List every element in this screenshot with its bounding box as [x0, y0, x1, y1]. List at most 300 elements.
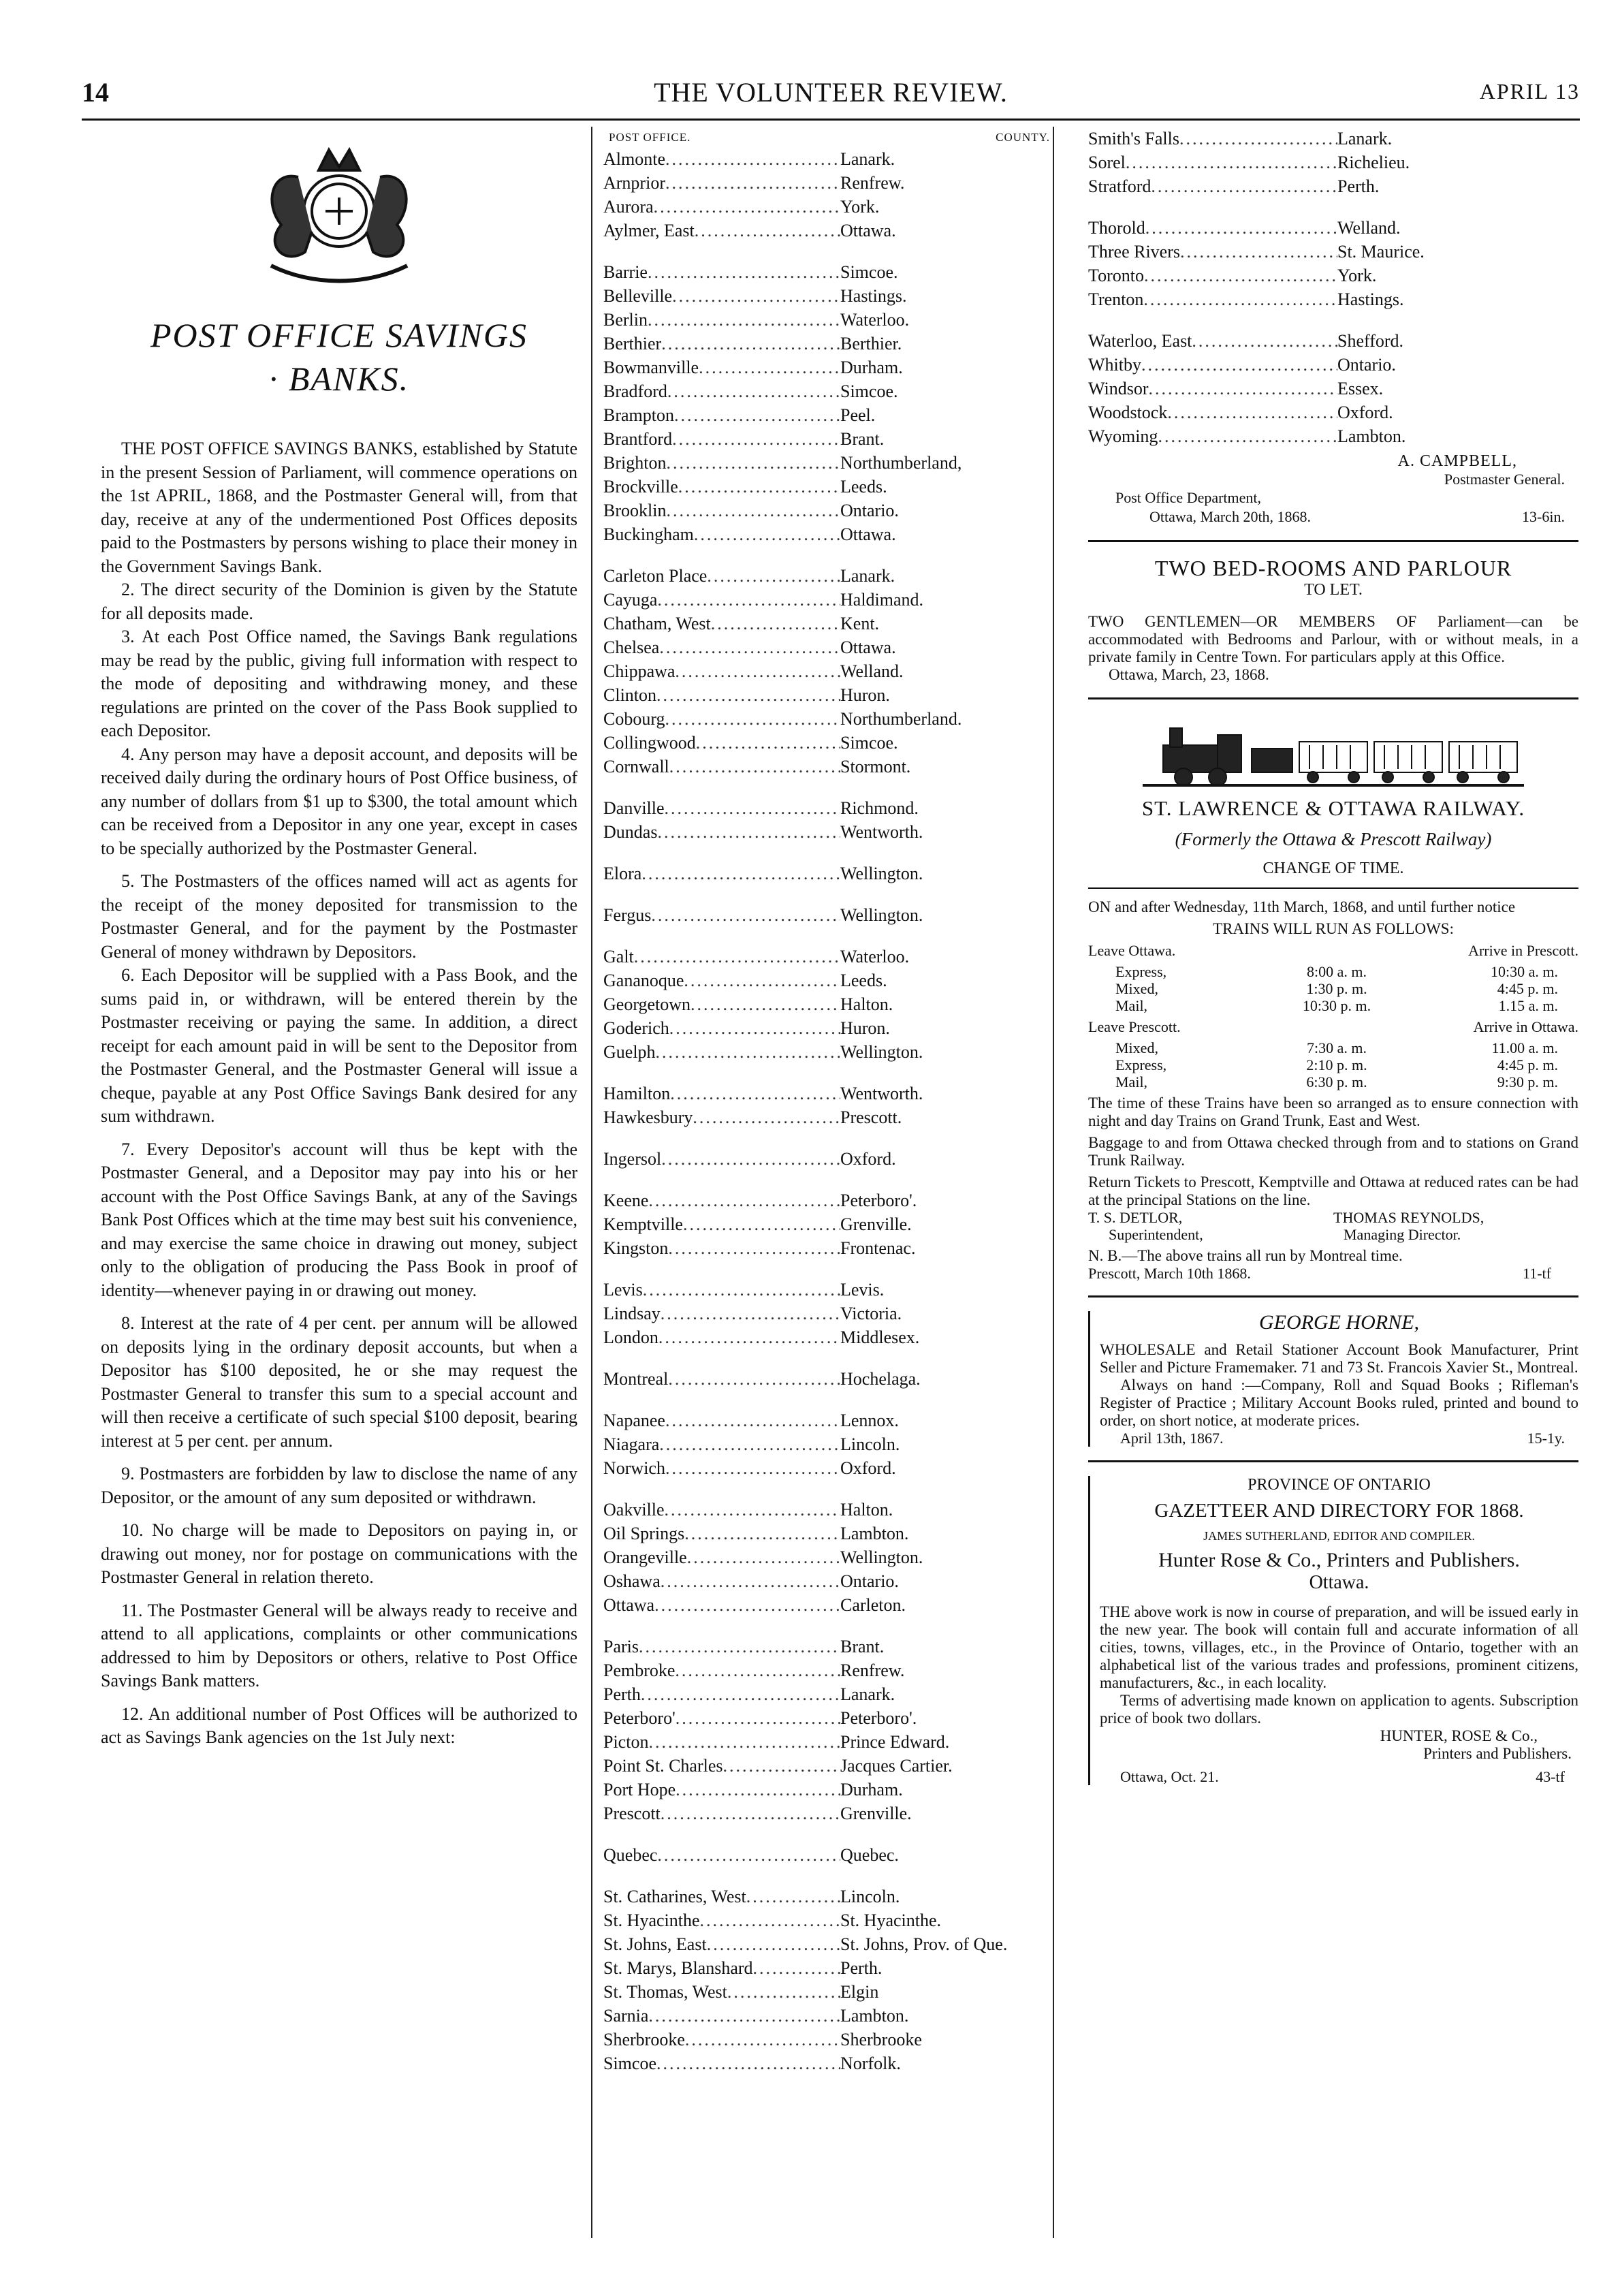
- gazetteer-editor: JAMES SUTHERLAND, EDITOR AND COMPILER.: [1203, 1529, 1475, 1543]
- column-post-office-list: [591, 127, 1054, 2238]
- county-name: Lambton.: [840, 2006, 909, 2026]
- group-gap: [603, 546, 1053, 564]
- county-name: Northumberland,: [840, 453, 962, 473]
- group-gap: [603, 885, 1053, 903]
- post-office-row: [603, 1040, 1053, 1064]
- group-gap: [603, 1349, 1053, 1367]
- county-name: Lambton.: [1337, 426, 1406, 446]
- county-name: Hastings.: [840, 286, 907, 306]
- post-office-name: Keene .....: [603, 1189, 840, 1212]
- post-office-row: [603, 2028, 1053, 2051]
- post-office-row: [603, 1367, 1053, 1391]
- county-name: Wellington.: [840, 1547, 923, 1567]
- arrive-time: 4:45 p. m.: [1497, 1056, 1559, 1073]
- post-office-row: [603, 1885, 1053, 1908]
- post-office-row: [603, 1778, 1053, 1802]
- post-office-name: Port Hope .....: [603, 1778, 840, 1802]
- post-office-row: [1088, 329, 1578, 353]
- post-office-row: [603, 1325, 1053, 1349]
- post-office-name: St. Hyacinthe .....: [603, 1908, 840, 1932]
- depart-time: 6:30 p. m.: [1306, 1073, 1367, 1090]
- group-gap: [603, 779, 1053, 796]
- group-gap: [603, 1867, 1053, 1885]
- post-office-name: Arnprior .....: [603, 171, 840, 195]
- post-office-name: Sherbrooke .....: [603, 2028, 840, 2051]
- railway-signatures: T. S. DETLOR, THOMAS REYNOLDS,: [1088, 1209, 1484, 1226]
- county-name: Ontario.: [840, 1571, 899, 1591]
- post-office-row: [603, 612, 1053, 635]
- post-office-row: [603, 1189, 1053, 1212]
- ad-rooms-body: TWO GENTLEMEN—OR MEMBERS OF Parliament—can be accommodated with Bedrooms and Parlour, with or without meals, in a private family in Centre Town. For particulars apply at this Office.: [1088, 613, 1578, 665]
- post-office-name: Barrie .....: [603, 260, 840, 284]
- post-office-name: Paris .....: [603, 1635, 840, 1658]
- county-name: Lanark.: [840, 566, 895, 586]
- arrive-time: 11.00 a. m.: [1491, 1039, 1559, 1056]
- county-name: Perth.: [1337, 176, 1380, 196]
- post-office-row: [603, 1932, 1053, 1956]
- post-office-row: [603, 147, 1053, 171]
- group-gap: [603, 1260, 1053, 1278]
- post-office-name: Thorold .....: [1088, 216, 1337, 240]
- county-name: Perth.: [840, 1958, 883, 1978]
- post-office-row: [603, 2004, 1053, 2028]
- arrive-time: 1.15 a. m.: [1498, 997, 1559, 1014]
- signature-title: Postmaster General.: [1444, 471, 1565, 488]
- post-office-row: [603, 731, 1053, 755]
- railway-date-line: Prescott, March 10th 1868. 11-tf: [1088, 1265, 1551, 1282]
- post-office-row: [603, 1432, 1053, 1456]
- post-office-name: Galt .....: [603, 945, 840, 969]
- county-name: Wellington.: [840, 1042, 923, 1062]
- group-gap: [603, 1617, 1053, 1635]
- post-office-row: [603, 1682, 1053, 1706]
- post-office-name: Brighton .....: [603, 451, 840, 475]
- county-name: Waterloo.: [840, 310, 910, 330]
- post-office-row: [603, 403, 1053, 427]
- post-office-row: [603, 1908, 1053, 1932]
- post-office-row: [603, 451, 1053, 475]
- county-name: Welland.: [1337, 218, 1401, 238]
- post-office-row: [603, 1082, 1053, 1105]
- post-office-row: [1088, 216, 1578, 240]
- paragraph-7: 7. Every Depositor's account will thus be kept with the Postmaster General, and a Depositor may pay into his or her account with the Post Office Savings Bank, at any of the Savings Bank Post Offices which at the time may best suit his convenience, and may exercise the same choice in drawing out money, subject only to the obligation of producing the Pass Book in proof of identity—whenever paying in or drawing out money.: [101, 1139, 577, 1300]
- post-office-row: [1088, 240, 1578, 264]
- post-office-row: [603, 564, 1053, 588]
- divider: [1088, 1460, 1578, 1462]
- header-rule: [82, 119, 1580, 121]
- ad-gazetteer: [1088, 1476, 1578, 1785]
- post-office-row: [603, 635, 1053, 659]
- post-office-name: Berthier .....: [603, 332, 840, 356]
- post-office-row: [603, 1802, 1053, 1825]
- county-name: Durham.: [840, 1780, 903, 1799]
- post-office-name: Bowmanville .....: [603, 356, 840, 379]
- county-name: Renfrew.: [840, 1661, 905, 1680]
- post-office-row: [603, 1212, 1053, 1236]
- timetable-row: [1088, 980, 1578, 997]
- post-office-row: [603, 1569, 1053, 1593]
- george-horne-date-line: April 13th, 1867. 15-1y.: [1120, 1430, 1565, 1447]
- railway-title: ST. LAWRENCE & OTTAWA RAILWAY.: [1141, 796, 1525, 820]
- post-office-name: Bradford .....: [603, 379, 840, 403]
- county-name: Lincoln.: [840, 1887, 900, 1906]
- group-gap: [603, 1825, 1053, 1843]
- county-name: Welland.: [840, 661, 904, 681]
- post-office-row: [603, 2051, 1053, 2075]
- timetable-header-2: Leave Prescott. Arrive in Ottawa.: [1088, 1018, 1578, 1035]
- post-office-row: [603, 969, 1053, 992]
- county-name: St. Hyacinthe.: [840, 1910, 942, 1930]
- post-office-row: [603, 1409, 1053, 1432]
- post-office-row: [603, 195, 1053, 219]
- timetable-row: [1088, 1073, 1578, 1090]
- county-name: Lambton.: [840, 1524, 909, 1543]
- post-office-row: [603, 1658, 1053, 1682]
- arrive-time: 10:30 a. m.: [1491, 963, 1559, 980]
- post-office-row: [603, 284, 1053, 308]
- post-office-name: Oshawa .....: [603, 1569, 840, 1593]
- county-name: Simcoe.: [840, 262, 898, 282]
- ad-rooms-date: Ottawa, March, 23, 1868.: [1109, 666, 1269, 683]
- post-office-name: Napanee .....: [603, 1409, 840, 1432]
- post-office-name: Kemptville .....: [603, 1212, 840, 1236]
- post-office-row: [603, 1545, 1053, 1569]
- page-number: 14: [82, 77, 109, 108]
- post-office-name: Brampton .....: [603, 403, 840, 427]
- divider: [1088, 540, 1578, 542]
- post-office-name: Trenton .....: [1088, 287, 1337, 311]
- post-office-row: [603, 1843, 1053, 1867]
- post-office-name: St. Johns, East .....: [603, 1932, 840, 1956]
- paragraph-3: 3. At each Post Office named, the Savings Bank regulations may be read by the public, giving full information with respect to the mode of depositing and withdrawing money, and these regulations are printed on the cover of the Pass Book supplied to each Depositor.: [101, 627, 577, 740]
- post-office-row: [603, 659, 1053, 683]
- post-office-name: Chippawa .....: [603, 659, 840, 683]
- county-name: Hochelaga.: [840, 1369, 921, 1389]
- post-office-name: Almonte .....: [603, 147, 840, 171]
- railway-note-1: The time of these Trains have been so arranged as to ensure connection with night and day Trains on Grand Trunk, East and West.: [1088, 1095, 1578, 1129]
- timetable-row: [1088, 1039, 1578, 1056]
- post-office-name: Whitby .....: [1088, 353, 1337, 377]
- post-office-row: [603, 427, 1053, 451]
- train-type: Mail,: [1115, 1073, 1148, 1090]
- railway-intro: ON and after Wednesday, 11th March, 1868, and until further notice: [1088, 898, 1516, 915]
- gazetteer-date-line: Ottawa, Oct. 21. 43-tf: [1120, 1768, 1565, 1785]
- county-name: Ontario.: [840, 501, 899, 520]
- post-office-row: [603, 522, 1053, 546]
- post-office-row: [603, 1635, 1053, 1658]
- column-advertisements: [1088, 127, 1578, 1785]
- county-name: Huron.: [840, 685, 890, 705]
- county-name: Levis.: [840, 1280, 885, 1300]
- county-name: Ottawa.: [840, 221, 896, 240]
- post-office-name: Hawkesbury .....: [603, 1105, 840, 1129]
- royal-crest-icon: [217, 129, 462, 293]
- depart-time: 10:30 p. m.: [1302, 997, 1371, 1014]
- post-office-name: Fergus .....: [603, 903, 840, 927]
- county-name: Wentworth.: [840, 1084, 923, 1103]
- group-gap: [603, 1064, 1053, 1082]
- post-office-table: [603, 147, 1053, 2075]
- post-office-name: Three Rivers .....: [1088, 240, 1337, 264]
- county-name: Halton.: [840, 994, 893, 1014]
- county-name: Durham.: [840, 358, 903, 377]
- post-office-name: Levis .....: [603, 1278, 840, 1302]
- issue-date: APRIL 13: [1479, 79, 1580, 104]
- county-name: Lennox.: [840, 1411, 899, 1430]
- group-gap: [603, 1480, 1053, 1498]
- post-office-row: [1088, 264, 1578, 287]
- post-office-name: Pembroke .....: [603, 1658, 840, 1682]
- post-office-row: [603, 1754, 1053, 1778]
- gazetteer-body-2: Terms of advertising made known on application to agents. Subscription price of book two dollars.: [1100, 1692, 1578, 1727]
- post-office-name: Hamilton .....: [603, 1082, 840, 1105]
- county-name: Northumberland.: [840, 709, 962, 729]
- post-office-name: Kingston .....: [603, 1236, 840, 1260]
- post-office-name: Wyoming .....: [1088, 424, 1337, 448]
- post-office-row: [603, 1016, 1053, 1040]
- county-name: Leeds.: [840, 477, 887, 497]
- divider: [1088, 697, 1578, 699]
- post-office-name: Simcoe .....: [603, 2051, 840, 2075]
- post-office-row: [603, 332, 1053, 356]
- gazetteer-body: THE above work is now in course of preparation, and will be issued early in the new year. The book will contain full and accurate information of all cities, towns, villages, etc., in the Province of Ontario, together with an alphabetical list of the various trades and professions, prominent citizens, manufacturers, &c., in each locality.: [1100, 1603, 1578, 1691]
- post-office-name: Clinton .....: [603, 683, 840, 707]
- signature-date: Ottawa, March 20th, 1868.: [1149, 508, 1312, 525]
- post-office-name: Chelsea .....: [603, 635, 840, 659]
- post-office-name: Montreal .....: [603, 1367, 840, 1391]
- county-name: Lanark.: [1337, 129, 1393, 148]
- post-office-name: Danville .....: [603, 796, 840, 820]
- county-name: Hastings.: [1337, 289, 1404, 309]
- post-office-row: [1088, 151, 1578, 174]
- post-office-name: Stratford .....: [1088, 174, 1337, 198]
- county-name: Simcoe.: [840, 381, 898, 401]
- group-gap: [603, 1391, 1053, 1409]
- railway-note-2: Baggage to and from Ottawa checked through from and to stations on Grand Trunk Railway.: [1088, 1134, 1578, 1169]
- post-office-name: Peterboro' .....: [603, 1706, 840, 1730]
- divider: [1088, 1295, 1578, 1298]
- railway-note-3: Return Tickets to Prescott, Kemptville and Ottawa at reduced rates can be had at the principal Stations on the line.: [1088, 1174, 1578, 1208]
- post-office-name: Collingwood .....: [603, 731, 840, 755]
- county-name: Middlesex.: [840, 1327, 920, 1347]
- depart-time: 7:30 a. m.: [1307, 1039, 1367, 1056]
- county-name: St. Maurice.: [1337, 242, 1425, 262]
- county-name: Victoria.: [840, 1304, 902, 1323]
- article-title: POST OFFICE SAVINGS · BANKS.: [150, 316, 528, 398]
- depart-time: 1:30 p. m.: [1306, 980, 1367, 997]
- post-office-name: London .....: [603, 1325, 840, 1349]
- depart-time: 2:10 p. m.: [1306, 1056, 1367, 1073]
- county-name: Stormont.: [840, 757, 911, 776]
- post-office-name: Oil Springs .....: [603, 1522, 840, 1545]
- post-office-name: Sarnia .....: [603, 2004, 840, 2028]
- county-name: Carleton.: [840, 1595, 906, 1615]
- county-name: Jacques Cartier.: [840, 1756, 953, 1776]
- signature-ref: 13-6in.: [1522, 508, 1565, 525]
- post-office-row: [603, 1498, 1053, 1522]
- county-name: Peterboro'.: [840, 1191, 917, 1210]
- county-name: Wellington.: [840, 864, 923, 883]
- post-office-row: [603, 820, 1053, 844]
- post-office-row: [603, 475, 1053, 499]
- gazetteer-signature: HUNTER, ROSE & Co.,: [1380, 1727, 1538, 1744]
- signature-date-line: [1088, 507, 1578, 526]
- paragraph-6: 6. Each Depositor will be supplied with a Pass Book, and the sums paid in, or withdrawn, will be entered therein by the Postmaster receiving or paying the same. In addition, a direct receipt for each amount paid in will be sent to the Depositor from the Postmaster General, and the Postmaster General will issue a cheque, payable at any Post Office Savings Bank desired for any sum withdrawn.: [101, 965, 577, 1126]
- post-office-name: Prescott .....: [603, 1802, 840, 1825]
- county-name: Leeds.: [840, 971, 887, 990]
- post-office-row: [603, 1522, 1053, 1545]
- post-office-name: Windsor .....: [1088, 377, 1337, 400]
- timetable-header-1: Leave Ottawa. Arrive in Prescott.: [1088, 942, 1578, 959]
- post-office-row: [1088, 400, 1578, 424]
- railway-nb: N. B.—The above trains all run by Montreal time.: [1088, 1247, 1403, 1264]
- railway-subtitle: (Formerly the Ottawa & Prescott Railway): [1175, 829, 1492, 849]
- county-name: Oxford.: [1337, 403, 1393, 422]
- post-office-row: [603, 992, 1053, 1016]
- county-name: Prince Edward.: [840, 1732, 950, 1752]
- county-name: Quebec.: [840, 1845, 899, 1865]
- locomotive-icon: [1143, 714, 1524, 789]
- timetable-row: [1088, 1056, 1578, 1073]
- county-name: Grenville.: [840, 1214, 912, 1234]
- gazetteer-publisher: Hunter Rose & Co., Printers and Publishers.: [1158, 1549, 1520, 1571]
- county-name: St. Johns, Prov. of Que.: [840, 1934, 1008, 1954]
- post-office-name: Point St. Charles .....: [603, 1754, 840, 1778]
- county-name: Frontenac.: [840, 1238, 916, 1258]
- post-office-name: Carleton Place .....: [603, 564, 840, 588]
- railway-signature-titles: Superintendent, Managing Director.: [1109, 1226, 1461, 1243]
- train-type: Express,: [1115, 1056, 1167, 1073]
- post-office-row: [603, 588, 1053, 612]
- post-office-row: [603, 356, 1053, 379]
- county-name: Brant.: [840, 429, 885, 449]
- post-office-row: [603, 1980, 1053, 2004]
- post-office-row: [1088, 353, 1578, 377]
- train-type: Mixed,: [1115, 1039, 1158, 1056]
- paragraph-9: 9. Postmasters are forbidden by law to disclose the name of any Depositor, or the amount of any sum deposited or withdrawn.: [101, 1464, 577, 1507]
- post-office-row: [603, 903, 1053, 927]
- post-office-name: Brantford .....: [603, 427, 840, 451]
- post-office-name: Cobourg .....: [603, 707, 840, 731]
- county-name: Shefford.: [1337, 331, 1404, 351]
- post-office-row: [603, 260, 1053, 284]
- post-office-name: Cayuga .....: [603, 588, 840, 612]
- post-office-row: [603, 308, 1053, 332]
- paragraph-4: 4. Any person may have a deposit account, and deposits will be received daily during the ordinary hours of Post Office business, of any number of dollars from $1 up to $300, the total amount which can be received from a Depositor in any one year, except in cases to be specially authorized by the Postmaster General.: [101, 744, 577, 858]
- post-office-name: Elora .....: [603, 862, 840, 885]
- county-name: Lanark.: [840, 1684, 895, 1704]
- post-office-name: Waterloo, East .....: [1088, 329, 1337, 353]
- post-office-name: Goderich .....: [603, 1016, 840, 1040]
- ad-george-horne: [1088, 1311, 1578, 1447]
- train-type: Mixed,: [1115, 980, 1158, 997]
- county-name: Peel.: [840, 405, 876, 425]
- timetable-ottawa-prescott: [1088, 963, 1578, 1014]
- county-name: Ontario.: [1337, 355, 1396, 375]
- county-name: Lanark.: [840, 149, 895, 169]
- county-name: Richmond.: [840, 798, 919, 818]
- county-name: Halton.: [840, 1500, 893, 1520]
- post-office-name: Woodstock .....: [1088, 400, 1337, 424]
- signature-dept: Post Office Department,: [1115, 489, 1262, 506]
- railway-follows: TRAINS WILL RUN AS FOLLOWS:: [1213, 920, 1454, 937]
- post-office-row: [603, 707, 1053, 731]
- post-office-row: [603, 1147, 1053, 1171]
- post-office-row: [603, 683, 1053, 707]
- post-office-row: [603, 945, 1053, 969]
- post-office-row: [603, 379, 1053, 403]
- post-office-name: Georgetown .....: [603, 992, 840, 1016]
- group-gap: [603, 927, 1053, 945]
- post-office-name: Cornwall .....: [603, 755, 840, 779]
- county-name: Essex.: [1337, 379, 1384, 398]
- post-office-name: Brooklin .....: [603, 499, 840, 522]
- county-name: Grenville.: [840, 1804, 912, 1823]
- group-gap: [603, 242, 1053, 260]
- train-type: Express,: [1115, 963, 1167, 980]
- post-office-row: [603, 1956, 1053, 1980]
- county-name: Lincoln.: [840, 1434, 900, 1454]
- page-header: [82, 76, 1580, 117]
- post-office-name: Dundas .....: [603, 820, 840, 844]
- post-office-name: St. Marys, Blanshard .....: [603, 1956, 840, 1980]
- county-name: Huron.: [840, 1018, 890, 1038]
- post-office-name: Berlin .....: [603, 308, 840, 332]
- group-gap: [603, 1171, 1053, 1189]
- post-office-row: [603, 1456, 1053, 1480]
- paragraph-12: 12. An additional number of Post Offices will be authorized to act as Savings Bank agencies on the 1st July next:: [101, 1703, 577, 1747]
- post-office-name: Norwich .....: [603, 1456, 840, 1480]
- county-name: York.: [840, 197, 880, 217]
- post-office-row: [603, 1105, 1053, 1129]
- gazetteer-signature-title: Printers and Publishers.: [1423, 1745, 1572, 1762]
- county-name: Norfolk.: [840, 2054, 901, 2073]
- post-office-row: [1088, 424, 1578, 448]
- paragraph-8: 8. Interest at the rate of 4 per cent. per annum will be allowed on deposits lying in the ordinary deposit accounts, but when a Depositor has $100 deposited, he or she may request the Postmaster General to transfer this sum to a special account and will then receive a certificate of such special $100 deposit, bearing interest at 5 per cent. per annum.: [101, 1313, 577, 1451]
- post-office-row: [603, 499, 1053, 522]
- post-office-name: Niagara .....: [603, 1432, 840, 1456]
- post-office-row: [603, 1706, 1053, 1730]
- newspaper-title: THE VOLUNTEER REVIEW.: [654, 77, 1008, 108]
- post-office-name: Aylmer, East .....: [603, 219, 840, 242]
- post-office-row: [603, 1236, 1053, 1260]
- post-office-row: [603, 219, 1053, 242]
- county-name: Oxford.: [840, 1149, 896, 1169]
- post-office-name: Guelph .....: [603, 1040, 840, 1064]
- county-name: Wellington.: [840, 905, 923, 925]
- post-office-row: [603, 1302, 1053, 1325]
- county-name: Elgin: [840, 1982, 879, 2002]
- george-horne-body: WHOLESALE and Retail Stationer Account Book Manufacturer, Print Seller and Picture Framemaker. 71 and 73 St. Francois Xavier St., Montreal.: [1100, 1341, 1578, 1376]
- post-office-row: [1088, 287, 1578, 311]
- post-office-row: [603, 796, 1053, 820]
- group-gap: [1088, 198, 1578, 216]
- paragraph-2: 2. The direct security of the Dominion is given by the Statute for all deposits made.: [101, 580, 577, 623]
- post-office-name: Oakville .....: [603, 1498, 840, 1522]
- county-name: Ottawa.: [840, 524, 896, 544]
- post-office-row: [603, 1730, 1053, 1754]
- post-office-row: [1088, 377, 1578, 400]
- arrive-time: 9:30 p. m.: [1497, 1073, 1559, 1090]
- post-office-row: [1088, 174, 1578, 198]
- gazetteer-city: Ottawa.: [1309, 1572, 1369, 1593]
- post-office-table-continued: [1088, 127, 1578, 448]
- post-office-name: Picton .....: [603, 1730, 840, 1754]
- paragraph-10: 10. No charge will be made to Depositors on paying in, or drawing out money, nor for postage on communications with the Postmaster General in relation thereto.: [101, 1520, 577, 1587]
- paragraph-intro: THE POST OFFICE SAVINGS BANKS, established by Statute in the present Session of Parliament, will commence operations on the 1st APRIL, 1868, and the Postmaster General will, from that day, receive at any of the undermentioned Post Offices deposits paid to the Postmasters by persons wishing to place their money in the Government Savings Bank.: [101, 439, 577, 576]
- post-office-row: [603, 862, 1053, 885]
- train-type: Mail,: [1115, 997, 1148, 1014]
